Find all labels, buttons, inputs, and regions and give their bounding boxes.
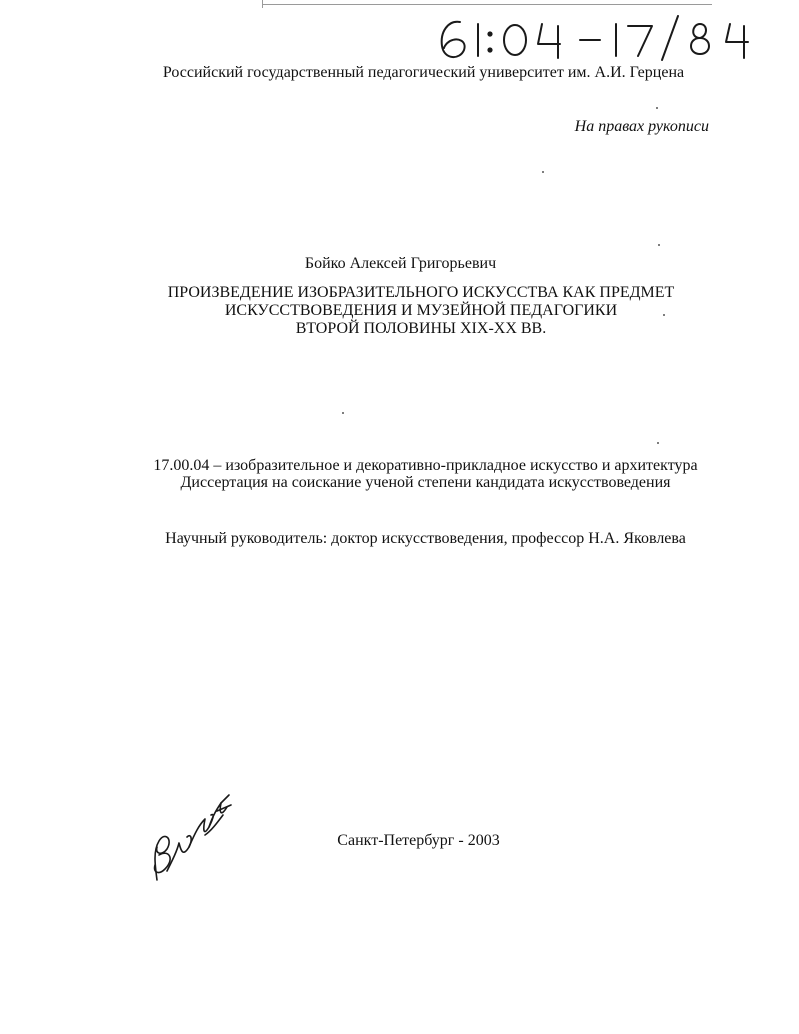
dissertation-title [0, 284, 799, 338]
scan-edge-line [262, 4, 712, 5]
scientific-supervisor: Научный руководитель: доктор искусствоведения, профессор Н.А. Яковлева [165, 530, 686, 547]
university-name: Российский государственный педагогический университет им. А.И. Герцена [162, 64, 685, 81]
title-line: ПРОИЗВЕДЕНИЕ ИЗОБРАЗИТЕЛЬНОГО ИСКУССТВА КАК ПРЕДМЕТ [167, 284, 675, 301]
scan-speck [658, 244, 660, 246]
scan-speck [342, 412, 344, 414]
author-name: Бойко Алексей Григорьевич [304, 255, 497, 272]
title-line: ИСКУССТВОВЕДЕНИЯ И МУЗЕЙНОЙ ПЕДАГОГИКИ [224, 302, 618, 319]
scan-speck [542, 171, 544, 173]
scan-speck [656, 107, 658, 109]
degree-statement: Диссертация на соискание ученой степени кандидата искусствоведения [180, 474, 671, 491]
title-line: ВТОРОЙ ПОЛОВИНЫ XIX-XX ВВ. [295, 320, 547, 337]
manuscript-rights-note: На правах рукописи [574, 118, 709, 135]
scan-speck [663, 314, 665, 316]
handwritten-archive-code [430, 10, 760, 65]
city-and-year: Санкт-Петербург - 2003 [337, 832, 500, 849]
specialty-code: 17.00.04 – изобразительное и декоративно-прикладное искусство и архитектура [153, 457, 698, 474]
scan-speck [657, 442, 659, 444]
